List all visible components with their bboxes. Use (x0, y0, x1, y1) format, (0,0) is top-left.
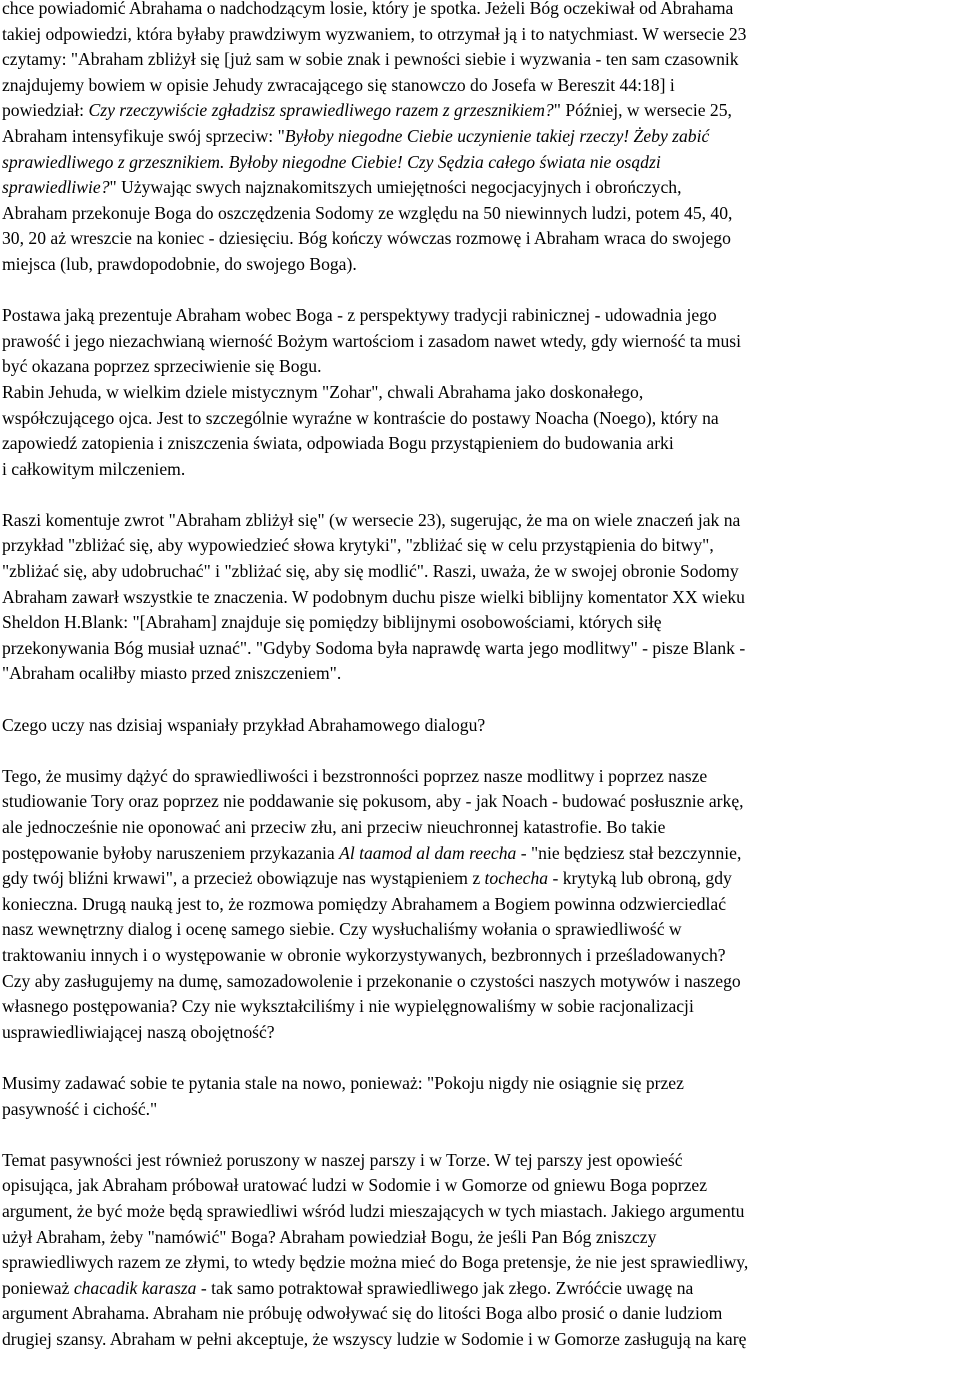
italic-text: chacadik karasza (73, 1277, 197, 1298)
paragraph (2, 508, 958, 687)
text-line (2, 533, 958, 559)
text-line (2, 1199, 958, 1225)
text-segment: chce powiadomić Abrahama o nadchodzącym losie, który je spotka. Jeżeli Bóg oczekiwał od Abrahama (2, 0, 734, 18)
text-line (2, 969, 958, 995)
text-line (2, 175, 958, 201)
italic-text: Czy rzeczywiście zgładzisz sprawiedliwego razem z grzesznikiem? (88, 100, 554, 121)
text-segment: "zbliżać się, aby udobruchać" i "zbliżać się, aby się modlić". Raszi, uważa, że w swojej obronie Sodomy (2, 561, 739, 582)
text-segment: użył Abraham, żeby "namówić" Boga? Abraham powiedział Bogu, że jeśli Pan Bóg zniszczy (2, 1226, 657, 1247)
text-segment: usprawiedliwiającej naszą obojętność? (2, 1021, 275, 1042)
text-segment: przykład "zbliżać się, aby wypowiedzieć słowa krytyki", "zbliżać się w celu przystąpienia do bitwy", (2, 535, 714, 556)
text-line (2, 994, 958, 1020)
text-line (2, 354, 958, 380)
text-segment: własnego postępowania? Czy nie wykształciliśmy i nie wypielęgnowaliśmy w sobie racjonalizacji (2, 996, 694, 1017)
italic-text: tochecha (484, 868, 549, 889)
text-line (2, 1225, 958, 1251)
text-segment: Temat pasywności jest również poruszony w naszej parszy i w Torze. W tej parszy jest opowieść (2, 1149, 683, 1170)
text-line (2, 1071, 958, 1097)
paragraph (2, 713, 958, 739)
text-segment: Sheldon H.Blank: "[Abraham] znajduje się pomiędzy biblijnymi osobowościami, których siłę (2, 612, 662, 633)
text-line (2, 661, 958, 687)
text-segment: studiowanie Tory oraz poprzez nie poddawanie się pokusom, aby - jak Noach - budować posłusznie arkę, (2, 791, 744, 812)
text-segment: współczującego ojca. Jest to szczególnie wyraźne w kontraście do postawy Noacha (Noego), który na (2, 407, 719, 428)
text-line (2, 1148, 958, 1174)
text-segment: konieczna. Drugą nauką jest to, że rozmowa pomiędzy Abrahamem a Bogiem powinna odzwierciedlać (2, 893, 727, 914)
text-line (2, 1173, 958, 1199)
text-line (2, 457, 958, 483)
text-line (2, 789, 958, 815)
italic-text: sprawiedliwie? (2, 177, 110, 198)
text-segment: argument, że być może będą sprawiedliwi wśród ludzi mieszających w tych miastach. Jakiego argumentu (2, 1200, 745, 1221)
text-segment: traktowaniu innych i o występowanie w obronie wykorzystywanych, bezbronnych i prześladowanych? (2, 944, 726, 965)
text-line (2, 47, 958, 73)
text-line (2, 585, 958, 611)
text-segment: nasz wewnętrzny dialog i ocenę samego siebie. Czy wysłuchaliśmy wołania o sprawiedliwość w (2, 919, 682, 940)
text-line (2, 226, 958, 252)
text-line (2, 815, 958, 841)
paragraph (2, 303, 958, 482)
text-segment: Rabin Jehuda, w wielkim dziele mistycznym "Zohar", chwali Abrahama jako doskonałego, (2, 381, 644, 402)
text-segment: Abraham intensyfikuje swój sprzeciw: " (2, 125, 285, 146)
text-segment: Czy aby zasługujemy na dumę, samozadowolenie i przekonanie o czystości naszych motywów i naszego (2, 970, 741, 991)
text-segment: - krytyką lub obroną, gdy (548, 868, 732, 889)
paragraph-gap (2, 1122, 958, 1148)
paragraph-gap (2, 687, 958, 713)
text-line (2, 431, 958, 457)
text-line (2, 98, 958, 124)
text-line (2, 1327, 958, 1353)
text-line (2, 1250, 958, 1276)
text-segment: " Używając swych najznakomitszych umiejętności negocjacyjnych i obrończych, (109, 177, 682, 198)
text-line (2, 1301, 958, 1327)
text-segment: miejsca (lub, prawdopodobnie, do swojego Boga). (2, 253, 357, 274)
text-line (2, 380, 958, 406)
text-line (2, 406, 958, 432)
text-line (2, 508, 958, 534)
text-segment: Postawa jaką prezentuje Abraham wobec Boga - z perspektywy tradycji rabinicznej - udowadnia jego (2, 305, 717, 326)
text-line (2, 943, 958, 969)
text-line (2, 73, 958, 99)
text-segment: znajdujemy bowiem w opisie Jehudy zwracającego się stanowczo do Josefa w Bereszit 44:18] i (2, 74, 675, 95)
text-line (2, 124, 958, 150)
paragraph-gap (2, 482, 958, 508)
text-segment: Raszi komentuje zwrot "Abraham zbliżył się" (w wersecie 23), sugerując, że ma on wiele znaczeń jak na (2, 509, 741, 530)
text-segment: - tak samo potraktował sprawiedliwego jak złego. Zwróćcie uwagę na (196, 1277, 694, 1298)
italic-text: Al taamod al dam reecha (339, 842, 517, 863)
italic-text: sprawiedliwego z grzesznikiem. Byłoby niegodne Ciebie! Czy Sędzia całego świata nie osądzi (2, 151, 661, 172)
text-line (2, 559, 958, 585)
text-segment: Abraham zawarł wszystkie te znaczenia. W podobnym duchu pisze wielki biblijny komentator XX wieku (2, 586, 745, 607)
text-segment: sprawiedliwych razem ze złymi, to wtedy będzie można mieć do Boga pretensje, że nie jest sprawiedliwy, (2, 1252, 749, 1273)
text-segment: pasywność i cichość." (2, 1098, 158, 1119)
text-segment: opisująca, jak Abraham próbował uratować ludzi w Sodomie i w Gomorze od gniewu Boga poprzez (2, 1175, 708, 1196)
text-segment: prawość i jego niezachwianą wierność Bożym wartościom i zasadom nawet wtedy, gdy wierność ta musi (2, 330, 742, 351)
text-segment: Abraham przekonuje Boga do oszczędzenia Sodomy ze względu na 50 niewinnych ludzi, potem 45, 40, (2, 202, 733, 223)
text-line (2, 892, 958, 918)
paragraph-gap (2, 738, 958, 764)
text-segment: gdy twój bliźni krwawi", a przecież obowiązuje nas wystąpieniem z (2, 868, 485, 889)
text-segment: " Później, w wersecie 25, (553, 100, 732, 121)
text-segment: być okazana poprzez sprzeciwienie się Bogu. (2, 356, 322, 377)
text-segment: powiedział: (2, 100, 89, 121)
text-line (2, 713, 958, 739)
paragraph (2, 1071, 958, 1122)
text-line (2, 329, 958, 355)
text-segment: Musimy zadawać sobie te pytania stale na nowo, ponieważ: "Pokoju nigdy nie osiągnie się przez (2, 1072, 684, 1093)
text-segment: przekonywania Bóg musiał uznać". "Gdyby Sodoma była naprawdę warta jego modlitwy" - pisze Blank - (2, 637, 746, 658)
text-line (2, 841, 958, 867)
document-body (2, 0, 958, 1352)
text-line (2, 866, 958, 892)
paragraph (2, 0, 958, 278)
text-segment: ponieważ (2, 1277, 74, 1298)
text-segment: ale jednocześnie nie oponować ani przeciw złu, ani przeciw nieuchronnej katastrofie. Bo takie (2, 817, 666, 837)
text-segment: "Abraham ocaliłby miasto przed zniszczeniem". (2, 663, 342, 684)
text-line (2, 150, 958, 176)
text-line (2, 1097, 958, 1123)
text-segment: czytamy: "Abraham zbliżył się [już sam w sobie znak i pewności siebie i wyzwania - ten sam czasownik (2, 49, 739, 70)
text-segment: takiej odpowiedzi, która byłaby prawdziwym wyzwaniem, to otrzymał ją i to natychmiast. W wersecie 23 (2, 23, 747, 44)
text-line (2, 303, 958, 329)
text-segment: postępowanie byłoby naruszeniem przykazania (2, 842, 340, 863)
text-segment: - "nie będziesz stał bezczynnie, (516, 842, 742, 863)
text-line (2, 764, 958, 790)
text-segment: i całkowitym milczeniem. (2, 458, 186, 479)
text-line (2, 636, 958, 662)
text-line (2, 22, 958, 48)
text-line (2, 201, 958, 227)
text-segment: Czego uczy nas dzisiaj wspaniały przykład Abrahamowego dialogu? (2, 714, 486, 735)
italic-text: Byłoby niegodne Ciebie uczynienie takiej rzeczy! Żeby zabić (284, 125, 710, 146)
text-segment: zapowiedź zatopienia i zniszczenia świata, odpowiada Bogu przystąpieniem do budowania arki (2, 433, 674, 454)
text-line (2, 1020, 958, 1046)
paragraph-gap (2, 278, 958, 304)
text-segment: Tego, że musimy dążyć do sprawiedliwości i bezstronności poprzez nasze modlitwy i poprzez nasze (2, 765, 708, 786)
text-line (2, 252, 958, 278)
paragraph (2, 764, 958, 1046)
paragraph-gap (2, 1045, 958, 1071)
text-line (2, 0, 958, 22)
text-segment: drugiej szansy. Abraham w pełni akceptuje, że wszyscy ludzie w Sodomie i w Gomorze zasługują na karę (2, 1328, 747, 1349)
text-segment: argument Abrahama. Abraham nie próbuję odwoływać się do litości Boga albo prosić o danie ludziom (2, 1303, 723, 1324)
text-segment: 30, 20 aż wreszcie na koniec - dziesięciu. Bóg kończy wówczas rozmowę i Abraham wraca do swojego (2, 228, 731, 249)
text-line (2, 610, 958, 636)
text-line (2, 1276, 958, 1302)
paragraph (2, 1148, 958, 1353)
text-line (2, 917, 958, 943)
